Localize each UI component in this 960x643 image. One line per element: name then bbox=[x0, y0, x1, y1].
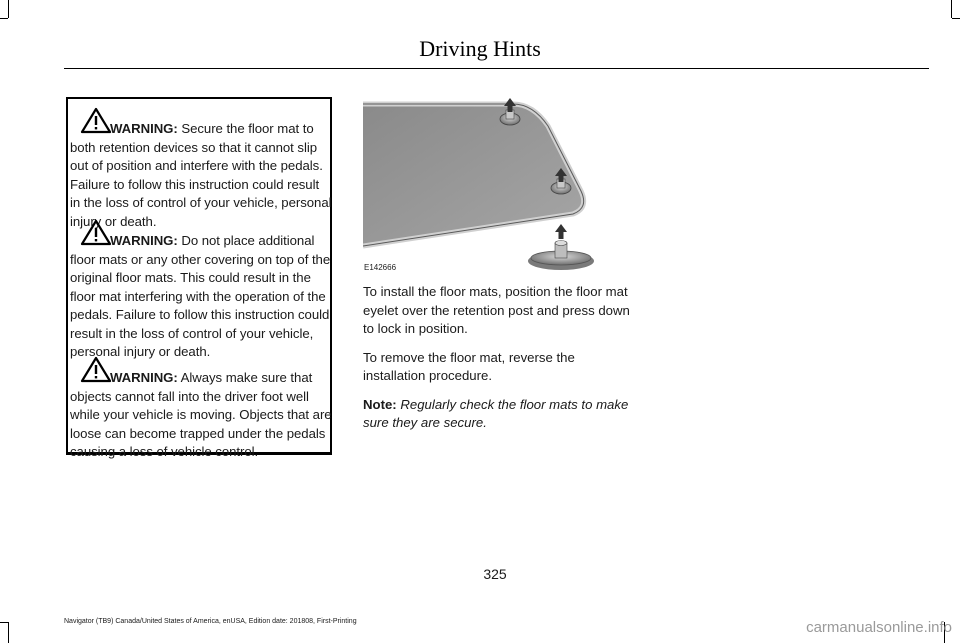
warning-block bbox=[70, 120, 332, 231]
floor-mat-illustration bbox=[363, 96, 631, 274]
warning-triangle-icon bbox=[80, 107, 112, 135]
crop-mark bbox=[951, 0, 952, 18]
header-divider bbox=[64, 68, 929, 69]
remove-paragraph: To remove the floor mat, reverse the installation procedure. bbox=[363, 349, 575, 383]
watermark: carmanualsonline.info bbox=[806, 619, 952, 636]
warning-label: WARNING: bbox=[110, 121, 178, 136]
warning-triangle-icon bbox=[80, 219, 112, 247]
crop-mark bbox=[0, 622, 8, 623]
warning-text: Secure the floor mat to both retention devices so that it cannot slip out of position and interfere with the pedals. Failure to follow this instruction could result in the loss of control of your vehicle, personal injury or death. bbox=[70, 121, 332, 229]
note-text: Regularly check the floor mats to make sure they are secure. bbox=[363, 396, 629, 430]
note-paragraph bbox=[363, 396, 633, 433]
warning-label: WARNING: bbox=[110, 233, 178, 248]
crop-mark bbox=[0, 18, 8, 19]
instructions bbox=[363, 283, 633, 443]
warning-triangle-icon bbox=[80, 356, 112, 384]
page-title: Driving Hints bbox=[419, 36, 541, 61]
edition-footer: Navigator (TB9) Canada/United States of America, enUSA, Edition date: 201808, First-Printing bbox=[64, 618, 357, 625]
note-label: Note: bbox=[363, 396, 397, 412]
warnings-box bbox=[66, 97, 332, 459]
warning-label: WARNING: bbox=[110, 370, 178, 385]
crop-mark bbox=[952, 18, 960, 19]
install-paragraph: To install the floor mats, position the floor mat eyelet over the retention post and press down to lock in position. bbox=[363, 284, 630, 336]
crop-mark bbox=[8, 0, 9, 18]
crop-mark bbox=[8, 622, 9, 643]
warning-text: Do not place additional floor mats or any other covering on top of the original floor mats. This could result in the floor mat interfering with the operation of the pedals. Failure to follow this instruction could result in the loss of control of your vehicle, personal injury or death. bbox=[70, 233, 331, 359]
page-number: 325 bbox=[483, 566, 507, 582]
warning-block bbox=[70, 369, 332, 462]
warning-block bbox=[70, 232, 332, 362]
figure-id: E142666 bbox=[364, 263, 397, 272]
warning-text: Always make sure that objects cannot fall into the driver foot well while your vehicle is moving. Objects that are loose can become trapped under the pedals causing a loss of vehicle control. bbox=[70, 370, 332, 459]
